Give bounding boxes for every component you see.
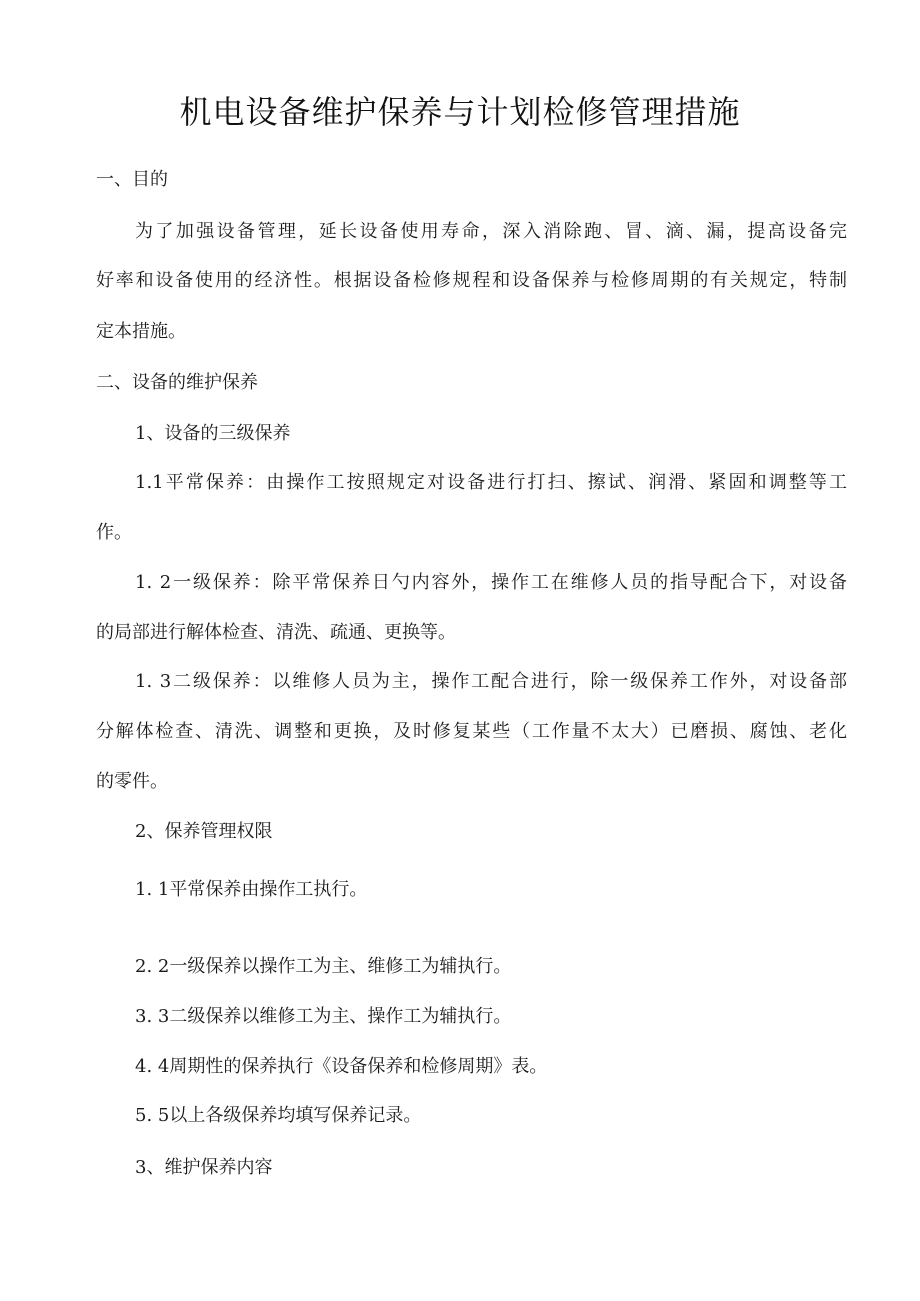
list-item: 2. 2一级保养以操作工为主、维修工为辅执行。 (135, 956, 512, 977)
subsection-heading-content: 3、维护保养内容 (135, 1157, 273, 1178)
subsection-heading-three-level: 1、设备的三级保养 (135, 423, 291, 444)
paragraph-line: 定本措施。 (96, 321, 186, 342)
list-item: 4. 4周期性的保养执行《设备保养和检修周期》表。 (135, 1056, 548, 1077)
paragraph-line: 为了加强设备管理，延长设备使用寿命，深入消除跑、冒、滴、漏，提高设备完 (135, 221, 847, 242)
list-item: 5. 5以上各级保养均填写保养记录。 (135, 1105, 422, 1126)
document-title: 机电设备维护保养与计划检修管理措施 (179, 93, 741, 131)
item-line: 作。 (96, 522, 132, 543)
item-line: 1. 3二级保养：以维修人员为主，操作工配合进行，除一级保养工作外，对设备部 (135, 671, 847, 692)
list-item: 3. 3二级保养以维修工为主、操作工为辅执行。 (135, 1006, 512, 1027)
item-line: 1. 2一级保养：除平常保养日勺内容外，操作工在维修人员的指导配合下，对设备 (135, 572, 847, 593)
section-heading-purpose: 一、目的 (96, 169, 168, 190)
section-heading-maintenance: 二、设备的维护保养 (96, 372, 258, 393)
subsection-heading-authority: 2、保养管理权限 (135, 821, 273, 842)
item-line: 分解体检查、清洗、调整和更换，及时修复某些（工作量不太大）已磨损、腐蚀、老化 (96, 721, 847, 742)
paragraph-line: 好率和设备使用的经济性。根据设备检修规程和设备保养与检修周期的有关规定，特制 (96, 270, 847, 291)
item-line: 的局部进行解体检查、清洗、疏通、更换等。 (96, 622, 456, 643)
item-line: 的零件。 (96, 771, 168, 792)
list-item: 1. 1平常保养由操作工执行。 (135, 879, 368, 900)
item-line: 1.1平常保养：由操作工按照规定对设备进行打扫、擦试、润滑、紧固和调整等工 (135, 472, 847, 493)
